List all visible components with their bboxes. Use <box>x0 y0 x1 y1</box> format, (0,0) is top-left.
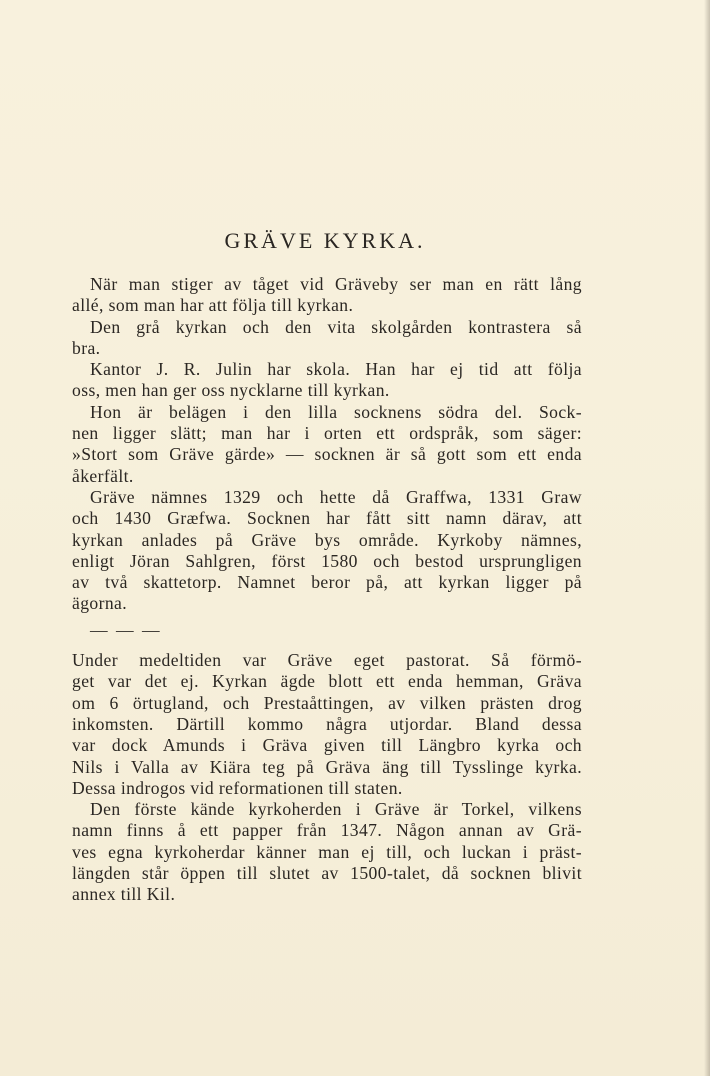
text-line: »Stort som Gräve gärde» — socknen är så gott som ett enda <box>72 444 582 465</box>
text-line: annex till Kil. <box>72 884 176 905</box>
text-line: bra. <box>72 337 101 358</box>
body-text <box>72 274 582 906</box>
text-line: längden står öppen till slutet av 1500-talet, då socknen blivit <box>72 863 582 884</box>
text-line: Under medeltiden var Gräve eget pastorat. Så förmö- <box>72 650 582 671</box>
text-line: nen ligger slätt; man har i orten ett ordspråk, som säger: <box>72 423 582 444</box>
text-line: ves egna kyrkoherdar känner man ej till, och luckan i präst- <box>72 841 582 862</box>
text-line: ägorna. <box>72 593 128 614</box>
text-line: inkomsten. Därtill kommo några utjordar. Bland dessa <box>72 713 582 734</box>
text-line: Gräve nämnes 1329 och hette då Graffwa, 1331 Graw <box>90 486 582 507</box>
text-line: av två skattetorp. Namnet beror på, att kyrkan ligger på <box>72 572 582 593</box>
section-separator: — — — <box>90 619 162 640</box>
page-title: GRÄVE KYRKA. <box>224 228 426 253</box>
text-line: enligt Jöran Sahlgren, först 1580 och bestod ursprungligen <box>72 550 582 571</box>
text-line: Den förste kände kyrkoherden i Gräve är Torkel, vilkens <box>90 799 582 820</box>
text-line: Hon är belägen i den lilla socknens södra del. Sock- <box>90 401 582 422</box>
text-line: Kantor J. R. Julin har skola. Han har ej tid att följa <box>90 359 582 380</box>
text-line: kyrkan anlades på Gräve bys område. Kyrkoby nämnes, <box>72 529 582 550</box>
text-line: get var det ej. Kyrkan ägde blott ett enda hemman, Gräva <box>72 671 582 692</box>
text-line: namn finns å ett papper från 1347. Någon annan av Grä- <box>72 820 582 841</box>
text-line: Nils i Valla av Kiära teg på Gräva äng till Tysslinge kyrka. <box>72 756 582 777</box>
text-line: oss, men han ger oss nycklarne till kyrkan. <box>72 380 390 401</box>
page-edge-shadow <box>704 0 710 1076</box>
text-line: När man stiger av tåget vid Gräveby ser man en rätt lång <box>90 274 582 294</box>
text-line: var dock Amunds i Gräva given till Längbro kyrka och <box>72 735 582 756</box>
text-line: Dessa indrogos vid reformationen till staten. <box>72 777 403 798</box>
text-line: och 1430 Græfwa. Socknen har fått sitt namn därav, att <box>72 508 582 529</box>
text-line: åkerfält. <box>72 465 134 486</box>
text-line: om 6 örtugland, och Prestaåttingen, av vilken prästen drog <box>72 692 582 713</box>
text-line: Den grå kyrkan och den vita skolgården kontrastera så <box>90 316 582 337</box>
text-line: allé, som man har att följa till kyrkan. <box>72 295 354 316</box>
